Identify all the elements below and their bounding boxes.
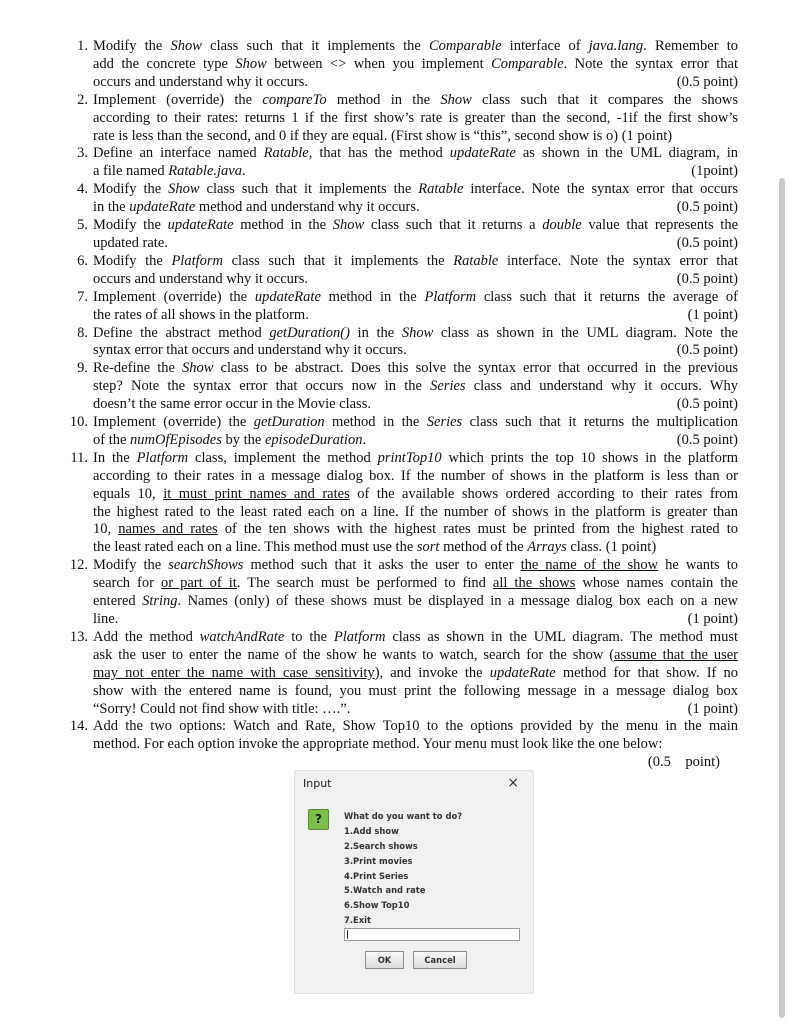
text-span: method and understand why it occurs.	[195, 199, 420, 216]
item-text	[93, 450, 738, 557]
text-span: class such that it compares the shows	[471, 91, 738, 108]
italic-term: Platform	[424, 288, 477, 305]
text-span: method. For each option invoke the appropriate method. Your menu must look like the one below:	[93, 736, 663, 753]
instruction-item	[66, 557, 738, 629]
text-line	[93, 665, 738, 683]
prompt-line: What do you want to do?	[344, 811, 463, 821]
text-span: in the	[349, 324, 402, 341]
italic-term: Ratable	[418, 181, 464, 198]
italic-term: Show	[332, 217, 365, 234]
instruction-item	[66, 360, 738, 414]
points-label: (0.5 point)	[676, 234, 738, 251]
italic-term: getDuration	[253, 414, 325, 431]
instruction-item	[66, 325, 738, 361]
text-line	[93, 307, 738, 325]
text-span: between <> when you implement	[266, 55, 492, 72]
text-span: rate is less than the second, and 0 if they are equal. (First show is “this”, second show is o) (1 point)	[93, 127, 673, 144]
italic-term: Ratable.java	[168, 163, 242, 180]
text-line	[93, 271, 738, 289]
item-number: 9.	[77, 360, 88, 377]
text-line	[93, 683, 738, 701]
italic-term: Platform	[333, 628, 386, 645]
item-text	[93, 145, 738, 181]
text-span: line.	[93, 611, 119, 627]
text-span: class such that it returns the multiplication	[462, 414, 738, 431]
item-number: 2.	[77, 91, 88, 108]
text-line	[93, 396, 738, 414]
text-span: . The search must be performed to find	[236, 575, 493, 592]
text-span: add the concrete type	[93, 55, 236, 72]
italic-term: Comparable	[429, 38, 502, 54]
text-span: class and understand why it occurs. Why	[465, 378, 738, 395]
text-span: method such that it asks the user to enter	[243, 557, 521, 574]
text-line	[93, 504, 738, 522]
italic-term: Ratable	[263, 145, 309, 162]
prompt-line: 4.Print Series	[344, 870, 409, 881]
text-span: according to their rates in a message dialog box. If the number of shows in the platform is less than or	[93, 467, 738, 484]
text-line	[93, 468, 738, 486]
text-line	[93, 432, 738, 450]
item-number: 12.	[69, 557, 88, 574]
cancel-button[interactable]: Cancel	[413, 951, 467, 969]
text-line	[93, 647, 738, 665]
text-span: class as shown in the UML diagram. Note the	[433, 324, 738, 341]
item-text	[93, 325, 738, 361]
text-line	[93, 701, 738, 719]
close-icon[interactable]: ×	[507, 775, 519, 791]
text-line	[93, 38, 738, 56]
item-number: 6.	[77, 252, 88, 269]
text-line	[93, 378, 738, 396]
text-span: of the ten shows with the highest rates must be printed from the highest rated to	[217, 521, 739, 538]
text-line	[93, 163, 738, 181]
text-line	[93, 253, 738, 271]
text-span: Modify the	[93, 557, 169, 574]
text-span: Implement (override) the	[93, 288, 255, 305]
text-line	[93, 145, 738, 163]
underlined-text: or part of it	[161, 575, 237, 592]
points-label: (0.5 point)	[676, 199, 738, 216]
text-span: Modify the	[93, 38, 171, 54]
text-span: In the	[93, 449, 137, 466]
text-span: interface. Note the syntax error that occurs	[463, 181, 738, 198]
underlined-text: the name of the show	[520, 557, 659, 574]
item-number: 3.	[77, 145, 88, 162]
option-input[interactable]	[344, 928, 520, 941]
text-line	[93, 521, 738, 539]
italic-term: java.lang	[588, 38, 644, 54]
text-line	[93, 342, 738, 360]
text-span: according to their rates: returns 1 if the first show’s rate is greater than the second, -1if the first show’s	[93, 109, 738, 126]
text-span: search for	[93, 575, 161, 592]
text-span: equals 10,	[93, 485, 164, 502]
points-label: (1point)	[691, 163, 738, 180]
italic-term: sort	[416, 539, 440, 556]
text-span: method in the	[324, 414, 427, 431]
text-span: by the	[221, 431, 265, 448]
points-label: (0.5 point)	[647, 754, 720, 771]
item-text	[93, 217, 738, 253]
text-span: interface of	[501, 38, 589, 54]
assignment-document	[66, 38, 738, 772]
text-line	[93, 629, 738, 647]
text-span: the rates of all shows in the platform.	[93, 306, 309, 323]
item-number: 13.	[69, 628, 88, 645]
italic-term: updateRate	[449, 145, 516, 162]
text-span: class, implement the method	[188, 449, 378, 466]
points-label: (0.5 point)	[676, 342, 738, 359]
italic-term: Series	[426, 414, 463, 431]
text-span: class to be abstract. Does this solve the syntax error that occurred in the previous	[213, 360, 738, 377]
text-line	[93, 325, 738, 343]
text-span: Define the abstract method	[93, 324, 270, 341]
text-span: “Sorry! Could not find show with title: ….”.	[93, 700, 351, 717]
italic-term: compareTo	[262, 91, 327, 108]
text-caret	[347, 930, 348, 939]
prompt-line: 5.Watch and rate	[344, 885, 426, 896]
points-label: (1 point)	[687, 611, 738, 627]
text-span: of the available shows ordered according to their rates from	[349, 485, 739, 502]
item-text	[93, 360, 738, 414]
text-span: class such that it implements the	[223, 252, 454, 269]
text-span: Implement (override) the	[93, 91, 263, 108]
text-line	[93, 74, 738, 92]
underlined-text: may not enter the name with case sensitivity	[93, 664, 375, 681]
instruction-item	[66, 414, 738, 450]
text-line	[93, 414, 738, 432]
item-text	[93, 718, 738, 772]
item-text	[93, 92, 738, 146]
text-span: to the	[284, 628, 334, 645]
text-span: , that has the method	[308, 145, 450, 162]
italic-term: updateRate	[489, 664, 556, 681]
text-line	[93, 199, 738, 217]
italic-term: updateRate	[254, 288, 321, 305]
text-span: Modify the	[93, 252, 172, 269]
text-span: occurs and understand why it occurs.	[93, 270, 309, 287]
points-label: (1 point)	[687, 700, 738, 717]
item-text	[93, 38, 738, 92]
question-icon: ?	[308, 809, 329, 830]
italic-term: Ratable	[453, 252, 499, 269]
text-line	[93, 235, 738, 253]
text-line	[93, 611, 738, 629]
italic-term: double	[542, 217, 582, 234]
points-label: (0.5 point)	[676, 431, 738, 448]
instruction-item	[66, 253, 738, 289]
text-span: method in the	[326, 91, 441, 108]
dialog-title: Input	[303, 777, 332, 790]
prompt-line: 1.Add show	[344, 825, 399, 836]
text-span: . Names (only) of these shows must be displayed in a message dialog box each on a new	[177, 593, 739, 610]
item-text	[93, 414, 738, 450]
text-span: method of the	[439, 539, 528, 556]
text-span: class such that it implements the	[199, 181, 419, 198]
item-text	[93, 289, 738, 325]
text-span: class. (1 point)	[566, 539, 657, 556]
text-line	[93, 575, 738, 593]
instruction-item	[66, 217, 738, 253]
text-span: step? Note the syntax error that occurs now in the	[93, 378, 431, 395]
text-span: ask the user to enter the name of the show he wants to watch, search for the show (	[93, 646, 615, 663]
text-span: . Note the syntax error that	[563, 55, 738, 72]
underlined-text: assume that the user	[614, 646, 738, 663]
italic-term: episodeDuration	[264, 431, 363, 448]
text-span: Modify the	[93, 181, 169, 198]
italic-term: updateRate	[129, 199, 196, 216]
italic-term: updateRate	[167, 217, 234, 234]
text-line	[93, 289, 738, 307]
text-span: method for that show. If no	[555, 664, 738, 681]
text-span: Define an interface named	[93, 145, 264, 162]
text-line	[93, 593, 738, 611]
text-span: Re-define the	[93, 360, 183, 377]
text-span: which prints the top 10 shows in the platform	[441, 449, 738, 466]
ok-button[interactable]: OK	[365, 951, 404, 969]
text-span: the highest rated to the least rated each on a line. If the number of shows in the platform is greater than	[93, 503, 738, 520]
prompt-line: 7.Exit	[344, 915, 372, 926]
prompt-line: 3.Print movies	[344, 855, 413, 866]
scrollbar[interactable]	[779, 178, 785, 1018]
points-label: (0.5 point)	[676, 73, 738, 90]
italic-term: watchAndRate	[199, 628, 285, 645]
text-span: a file named	[93, 163, 169, 180]
instruction-item	[66, 181, 738, 217]
instruction-item	[66, 145, 738, 181]
text-span: Modify the	[93, 217, 168, 234]
text-line	[93, 217, 738, 235]
text-span: interface. Note the syntax error that	[498, 252, 738, 269]
item-number: 10.	[69, 414, 88, 431]
underlined-text: names and rates	[118, 521, 218, 538]
italic-term: String	[142, 593, 178, 610]
italic-term: Arrays	[527, 539, 567, 556]
italic-term: Show	[170, 38, 202, 54]
text-span: method in the	[320, 288, 425, 305]
text-span: of the	[93, 431, 131, 448]
dialog-prompt	[344, 809, 462, 928]
italic-term: searchShows	[168, 557, 244, 574]
text-line	[93, 557, 738, 575]
text-span: doesn’t the same error occur in the Movie class.	[93, 396, 371, 413]
instruction-item	[66, 38, 738, 92]
text-span: method in the	[233, 217, 333, 234]
text-span: as shown in the UML diagram, in	[515, 145, 739, 162]
points-label: (1 point)	[687, 306, 738, 323]
points-label: (0.5 point)	[676, 396, 738, 413]
text-span: show with the entered name is found, you must print the following message in a message dialog box	[93, 682, 738, 699]
item-number: 11.	[70, 449, 88, 466]
italic-term: Show	[168, 181, 200, 198]
italic-term: Show	[235, 55, 267, 72]
text-line	[93, 92, 738, 110]
text-span: occurs and understand why it occurs.	[93, 73, 309, 90]
text-span: class as shown in the UML diagram. The method must	[385, 628, 738, 645]
italic-term: Platform	[171, 252, 223, 269]
italic-term: Show	[440, 91, 472, 108]
instruction-item	[66, 629, 738, 719]
item-number: 8.	[77, 324, 88, 341]
text-line	[93, 110, 738, 128]
text-line	[93, 450, 738, 468]
text-span: in the	[93, 199, 130, 216]
text-span: whose names contain the	[575, 575, 738, 592]
text-line	[93, 128, 738, 146]
text-span: the least rated each on a line. This method must use the	[93, 539, 417, 556]
text-line	[93, 718, 738, 736]
text-span: .	[242, 163, 246, 180]
item-number: 4.	[77, 181, 88, 198]
text-span: class such that it returns the average of	[476, 288, 738, 305]
text-span: class such that it returns a	[364, 217, 543, 234]
text-span: entered	[93, 593, 143, 610]
text-line	[93, 736, 738, 754]
italic-term: numOfEpisodes	[130, 431, 222, 448]
instruction-item	[66, 718, 738, 772]
text-span: Implement (override) the	[93, 414, 254, 431]
instruction-item	[66, 289, 738, 325]
italic-term: Show	[182, 360, 214, 377]
text-span: value that represents the	[581, 217, 738, 234]
item-text	[93, 557, 738, 629]
underlined-text: all the shows	[492, 575, 576, 592]
text-span: 10,	[93, 521, 119, 538]
italic-term: printTop10	[377, 449, 442, 466]
italic-term: getDuration()	[269, 324, 350, 341]
item-number: 1.	[77, 38, 88, 54]
input-dialog	[294, 770, 534, 994]
text-line	[93, 181, 738, 199]
text-span: class such that it implements the	[201, 38, 430, 54]
prompt-line: 6.Show Top10	[344, 900, 410, 911]
italic-term: Platform	[136, 449, 189, 466]
item-text	[93, 181, 738, 217]
item-text	[93, 629, 738, 719]
italic-term: Show	[401, 324, 434, 341]
text-span: ), and invoke the	[374, 664, 490, 681]
instruction-item	[66, 92, 738, 146]
text-line	[93, 56, 738, 74]
text-line	[93, 486, 738, 504]
text-span: Add the method	[93, 628, 200, 645]
item-number: 5.	[77, 217, 88, 234]
text-span: . Remember to	[643, 38, 738, 54]
text-span: updated rate.	[93, 234, 168, 251]
text-span: .	[362, 431, 367, 448]
italic-term: Series	[430, 378, 466, 395]
instruction-item	[66, 450, 738, 557]
item-number: 7.	[77, 288, 88, 305]
item-text	[93, 253, 738, 289]
text-line	[93, 539, 738, 557]
prompt-line: 2.Search shows	[344, 840, 418, 851]
text-span: syntax error that occurs and understand why it occurs.	[93, 342, 407, 359]
text-span: he wants to	[658, 557, 738, 574]
item-number: 14.	[69, 718, 88, 735]
italic-term: Comparable	[491, 55, 564, 72]
points-label: (0.5 point)	[676, 270, 738, 287]
underlined-text: it must print names and rates	[163, 485, 350, 502]
text-line	[93, 360, 738, 378]
text-span: Add the two options: Watch and Rate, Show Top10 to the options provided by the menu in the main	[93, 718, 738, 735]
